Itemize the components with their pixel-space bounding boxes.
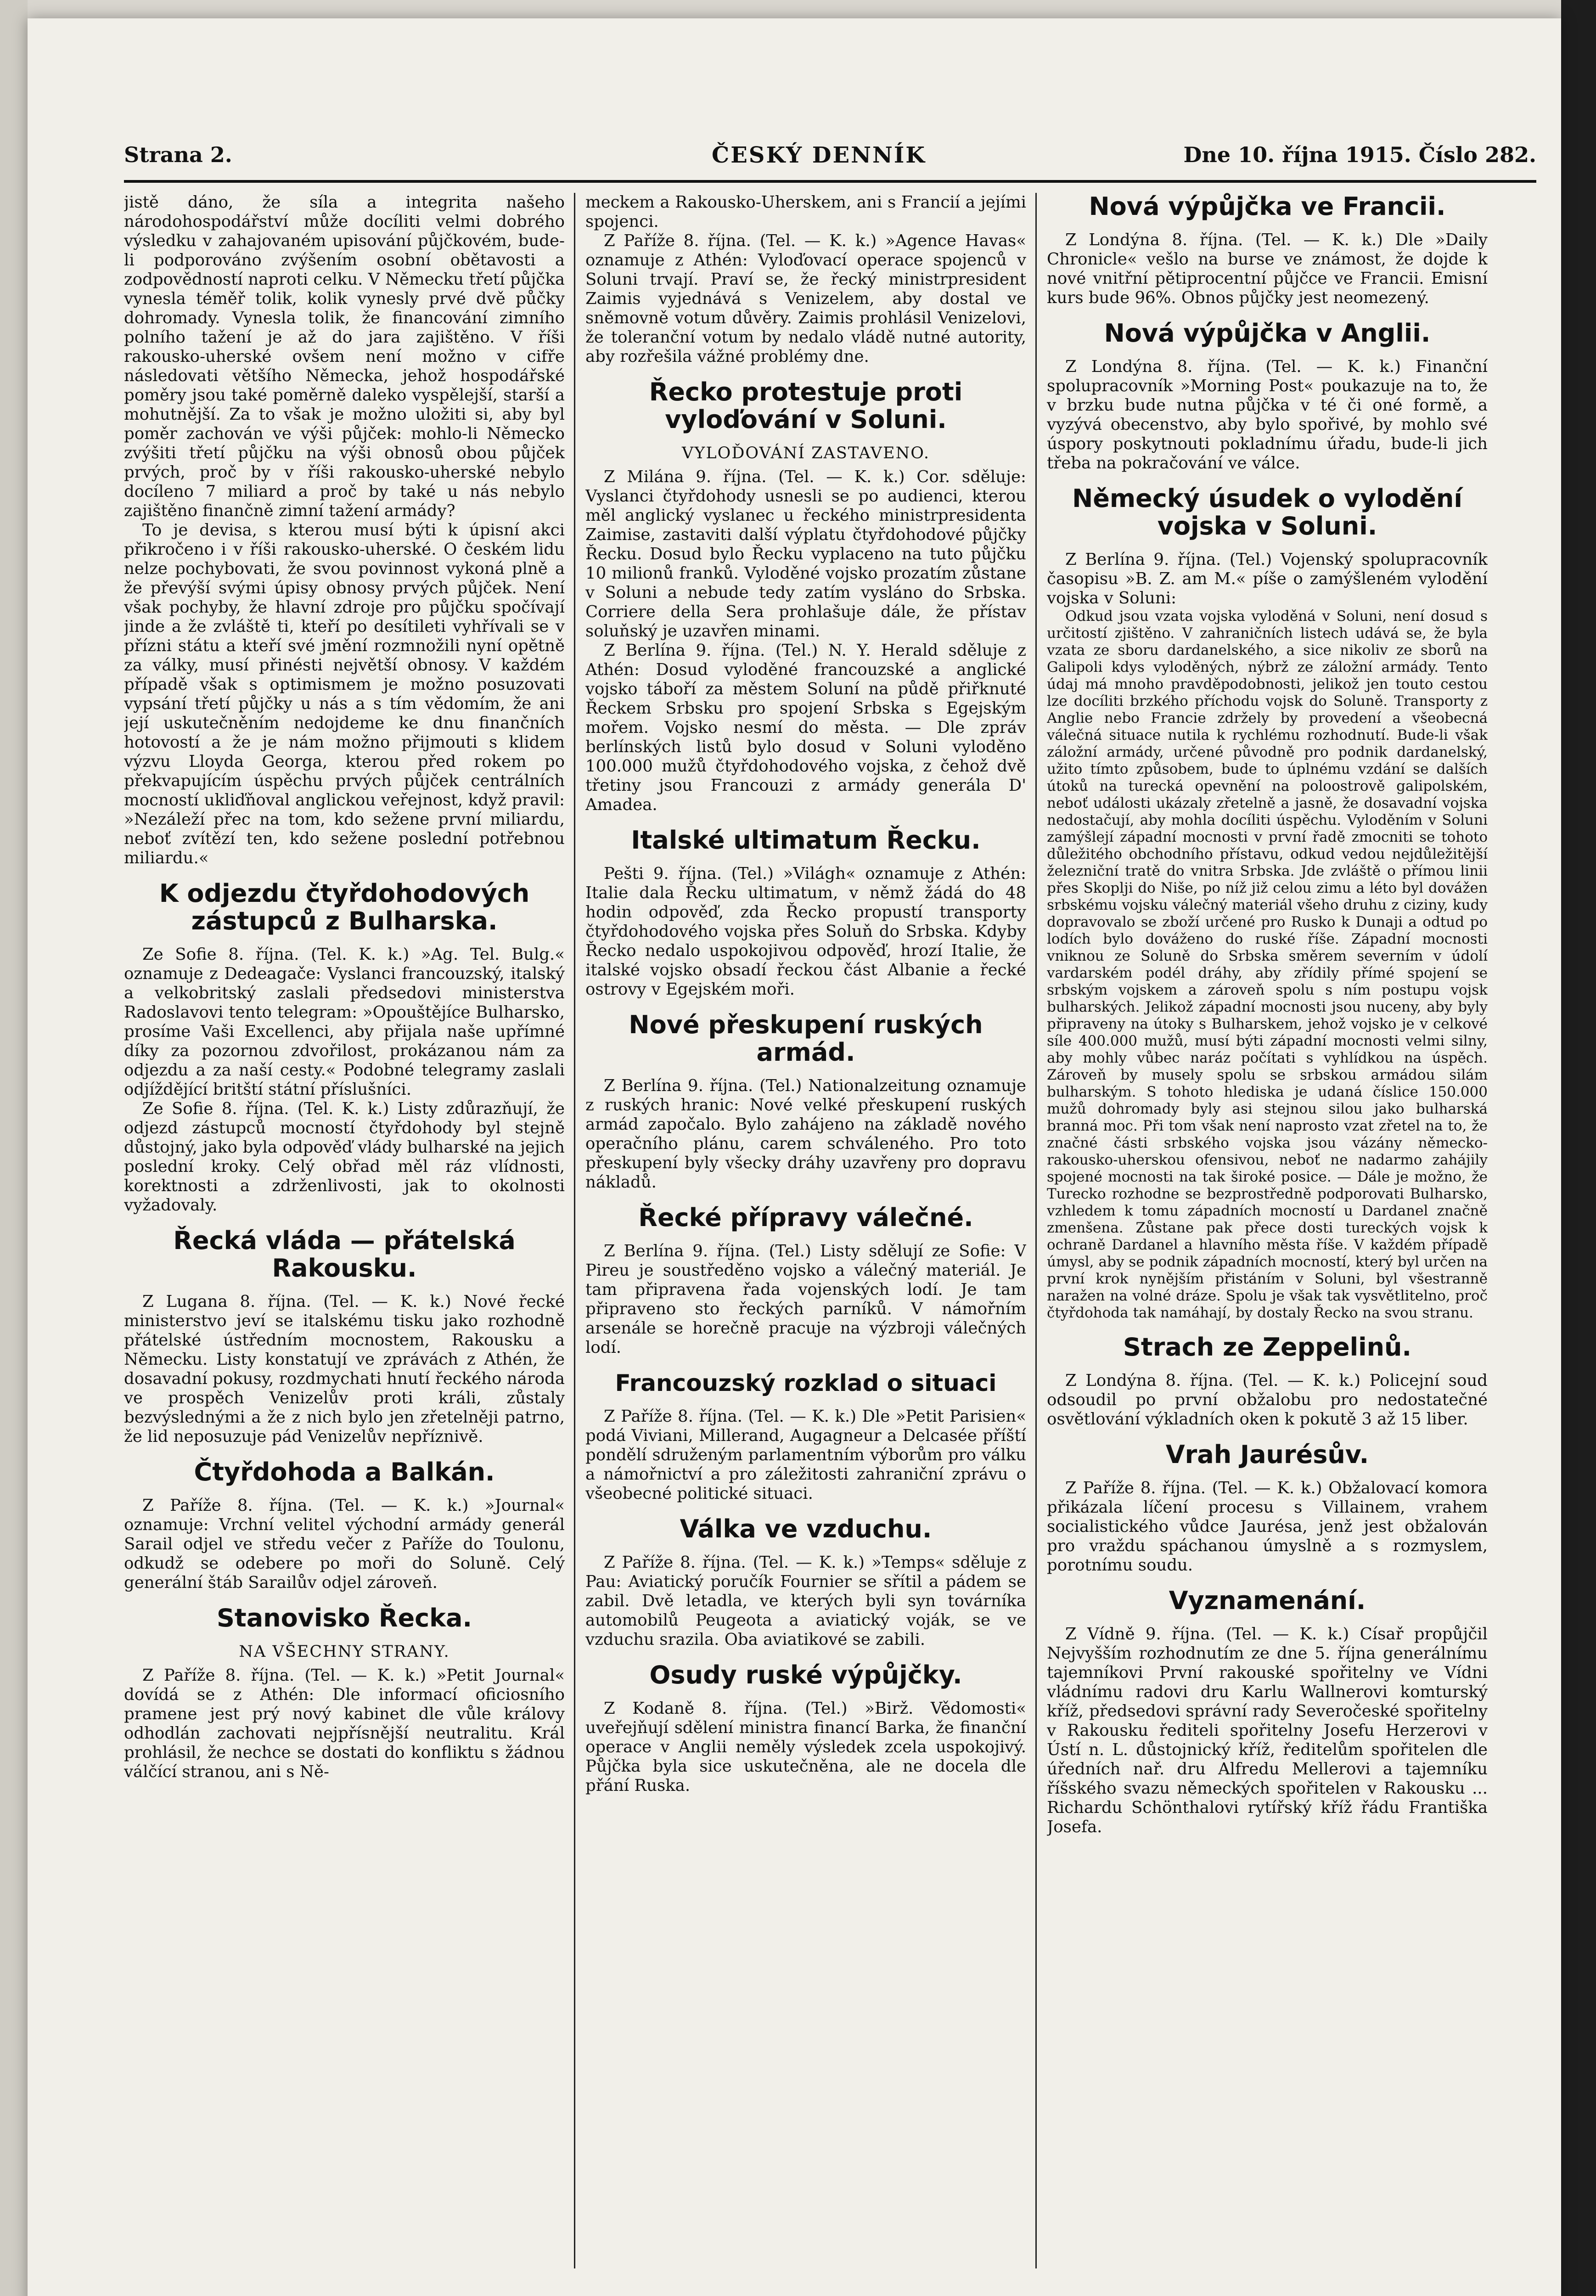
headline: Stanovisko Řecka. xyxy=(217,1604,472,1632)
newspaper-title: ČESKÝ DENNÍK xyxy=(712,142,926,168)
subheadline: VYLOĎOVÁNÍ ZASTAVENO. xyxy=(682,444,930,462)
subheadline: NA VŠECHNY STRANY. xyxy=(239,1643,450,1661)
issue-date: Dne 10. října 1915. Číslo 282. xyxy=(1183,142,1536,167)
column-divider xyxy=(574,193,575,2268)
header-rule xyxy=(124,180,1536,183)
headline: Válka ve vzduchu. xyxy=(680,1514,932,1543)
masthead xyxy=(124,138,1536,174)
headline: Vrah Jaurésův. xyxy=(1165,1440,1369,1469)
column-3 xyxy=(1047,193,1488,2287)
article-paragraph: Z Berlína 9. října. (Tel.) Vojenský spolupracovník časopisu »B. Z. am M.« píše o zamýšleném vylodění vojska v Soluni: xyxy=(1047,550,1488,608)
headline: Francouzský rozklad o situaci xyxy=(615,1370,997,1396)
article-paragraph: Z Berlína 9. října. (Tel.) N. Y. Herald sděluje z Athén: Dosud vyloděné francouzské a anglické vojsko táboří za městem Soluní na půdě přiřknuté Řeckem Srbsku pro spojení Srbska s Egejským mořem. Vojsko nesmí do města. — Dle zpráv berlínských listů bylo dosud v Soluni vyloděno 100.000 mužů čtyřdohodového vojska, z čehož dvě třetiny jsou Francouzi z armády generála D' Amadea. xyxy=(585,641,1026,814)
page-number: Strana 2. xyxy=(124,142,232,167)
headline: Italské ultimatum Řecku. xyxy=(631,826,981,855)
headline: Osudy ruské výpůjčky. xyxy=(649,1660,962,1689)
article-paragraph: Z Berlína 9. října. (Tel.) Nationalzeitung oznamuje z ruských hranic: Nové velké přeskupení ruských armád započalo. Bylo zahájeno na základě nového operačního plánu, carem schváleného. Pro toto přeskupení byly všecky dráhy uzavřeny pro dopravu nákladů. xyxy=(585,1076,1026,1192)
column-divider xyxy=(1035,193,1037,2268)
article-paragraph: Pešti 9. října. (Tel.) »Világh« oznamuje z Athén: Italie dala Řecku ultimatum, v němž žádá do 48 hodin odpověď, zda Řecko propustí transporty čtyřdohodového vojska přes Soluň do Srbska. Kdyby Řecko nedalo uspokojivou odpověď, hrozí Italie, že italské vojsko obsadí řeckou část Albanie a řecké ostrovy v Egejském moři. xyxy=(585,864,1026,999)
scan-right-margin xyxy=(1561,0,1596,2296)
article-paragraph: Z Londýna 8. října. (Tel. — K. k.) Dle »Daily Chronicle« vešlo na burse ve známost, že dojde k nové vnitřní pětiprocentní půjčce ve Francii. Emisní kurs bude 96%. Obnos půjčky jest neomezený. xyxy=(1047,231,1488,307)
article-paragraph: Z Paříže 8. října. (Tel. — K. k.) »Petit Journal« dovídá se z Athén: Dle informací oficiosního pramene jest prý nový kabinet dle vůle královy odhodlán zachovati nejpřísnější neutralitu. Král prohlásil, že nechce se dostati do konfliktu s žádnou válčící stranou, ani s Ně- xyxy=(124,1666,565,1781)
headline: Nová výpůjčka ve Francii. xyxy=(1089,193,1446,221)
article-paragraph: Z Paříže 8. října. (Tel. — K. k.) Dle »Petit Parisien« podá Viviani, Millerand, Augagneur a Delcasée příští pondělí sdruženým parlamentním výborům pro válku a námořnictví a pro záležitosti zahraniční zprávu o všeobecné politické situaci. xyxy=(585,1407,1026,1503)
article-paragraph: meckem a Rakousko-Uherskem, ani s Francií a jejími spojenci. xyxy=(585,193,1026,231)
headline: Vyznamenání. xyxy=(1169,1586,1366,1615)
article-paragraph: Ze Sofie 8. října. (Tel. K. k.) »Ag. Tel. Bulg.« oznamuje z Dedeagače: Vyslanci francouzský, italský a velkobritský zaslali předsedovi ministerstva Radoslavovi tento telegram: »Opouštějíce Bulharsko, prosíme Vaši Excellenci, aby přijala naše upřímné díky za pozornou zdvořilost, prokázanou nám za odjezdu a za naší cesty.« Podobné telegramy zaslali odjíždějící britští státní příslušníci. xyxy=(124,945,565,1099)
headline: Řecko protestuje proti vyloďování v Soluni. xyxy=(649,377,963,434)
article-paragraph: Z Paříže 8. října. (Tel. — K. k.) »Journal« oznamuje: Vrchní velitel východní armády generál Sarail odjel ve středu večer z Paříže do Toulonu, odkudž se odebere po moři do Soluně. Celý generální štáb Sarailův odjel zároveň. xyxy=(124,1496,565,1592)
article-paragraph: Z Berlína 9. října. (Tel.) Listy sdělují ze Sofie: V Pireu je soustředěno vojsko a válečný materiál. Je tam připravena řada vojenských lodí. Je tam připraveno sto řeckých parníků. V námořním arsenále se horečně pracuje na výzbroji válečných lodí. xyxy=(585,1242,1026,1357)
scan-left-margin xyxy=(0,0,28,2296)
article-paragraph: To je devisa, s kterou musí býti k úpisní akci přikročeno i v říši rakousko-uherské. O českém lidu nelze pochybovati, že svou povinnost vykoná plně a že převýší svými úpisy obnosy prvých půjček. Není však pochyby, že hlavní zdroje pro půjčku spočívají jinde a že zvláště ti, kteří po desítileti vyhřívali se v přízni státu a kteří své jmění rozmnožili nyní opětně za války, musí přinésti největší obnosy. V každém případě však s optimismem je možno posuzovati vypsání třetí půjčky u nás a s tím vědomím, že ani její uskutečněním nedojdeme ke dnu finančních hotovostí a že je nám možno přijmouti s klidem výzvu Lloyda Georga, kterou před rokem po překvapujícím úspěchu prvých půjček centrálních mocností ukliďňoval anglickou veřejnost, když pravil: »Nezáleží přec na tom, kdo sežene první miliardu, neboť zvítězí ten, kdo sežene poslední potřebnou miliardu.« xyxy=(124,521,565,867)
column-2 xyxy=(585,193,1026,2287)
article-paragraph: Z Londýna 8. října. (Tel. — K. k.) Finanční spolupracovník »Morning Post« poukazuje na to, že v brzku bude nutna půjčka v té či oné formě, a vyzývá obecenstvo, aby bylo spořivé, by mohlo své úspory poskytnouti pokladnímu úřadu, bude-li jich třeba na pokračování ve válce. xyxy=(1047,357,1488,473)
article-paragraph: Z Paříže 8. října. (Tel. — K. k.) »Temps« sděluje z Pau: Aviatický poručík Fournier se sřítil a pádem se zabil. Dvě letadla, ve kterých byli syn továrníka automobilů Peugeota a aviatický voják, se ve vzduchu srazila. Oba aviatikové se zabili. xyxy=(585,1553,1026,1649)
article-paragraph: Odkud jsou vzata vojska vyloděná v Soluni, není dosud s určitostí zjištěno. V zahraničních listech udává se, že byla vzata ze sboru dardanelského, a sice nikoliv ze sborů na Galipoli kdys vyloděných, nýbrž ze záložní armády. Tento údaj má mnoho pravděpodobnosti, jelikož jen touto cestou lze docíliti brzkého příchodu vojsk do Soluně. Transporty z Anglie nebo Francie zdržely by provedení a všeobecná válečná situace nutila k rychlému rozhodnutí. Bude-li však záložní armády, určené původně pro podnik dardanelský, užito tímto způsobem, bude to úplnému vzdání se dalších útoků na turecká opevnění na poloostrově galipolském, neboť události ukázaly zřetelně a jasně, že dosavadní vojska nedostačují, aby mohla docíliti úspěchu. Vyloděním v Soluni zamýšlejí západní mocnosti v první řadě zmocniti se tohoto důležitého obchodního přístavu, odkud vedou nejdůležitější železniční tratě do vnitra Srbska. Jde zvláště o přímou linii přes Skoplji do Niše, po níž již celou zimu a léto byl dovážen srbskému vojsku válečný materiál všeho druhu z ciziny, kudy dopravovalo se zboží určené pro Rusko k Dunaji a odtud po lodích bylo dováženo do ruské říše. Západní mocnosti vniknou ze Soluně do Srbska směrem severním v údolí vardarském podél dráhy, aby zřídily přímé spojení se srbským vojskem a zároveň spolu s ním postupu vojsk bulharských. Jelikož západní mocnosti jsou nuceny, aby byly připraveny na útoky s Bulharskem, jehož vojsko je v celkové síle 400.000 mužů, musí býti západní mocnosti velmi silny, aby mohly vůbec naráz počítati s vyhlídkou na úspěch. Zároveň by musely spolu se srbskou armádou silám bulharským. S tohoto hlediska je udaná číslice 150.000 mužů dohromady byly asi stejnou silou jako bulharská branná moc. Při tom však není naprosto vzat zřetel na to, že značné části srbského vojska jsou vázány německo-rakousko-uherskou ofensivou, neboť ne nadarmo zahájily spojené mocnosti na tak široké posice. — Dále je možno, že Turecko rozhodne se bezprostředně podporovati Bulharsko, vzhledem k tomu západních mocností u Dardanel značně zmenšena. Zůstane pak přece dosti tureckých vojsk k ochraně Dardanel a hlavního města říše. V každém případě úmysl, aby se podnik západních mocností, který byl určen na první krok nynějším přistáním v Soluni, byl všestranně naražen na volné dráze. Spolu je však tak vysvětlitelno, proč čtyřdohoda tak namáhají, by dostaly Řecko na svou stranu. xyxy=(1047,608,1488,1321)
article-paragraph: Z Paříže 8. října. (Tel. — K. k.) »Agence Havas« oznamuje z Athén: Vyloďovací operace spojenců v Soluni trvají. Praví se, že řecký ministrpresident Zaimis vyjednává s Venizelem, aby dostal ve sněmovně votum důvěry. Zaimis prohlásil Venizelovi, že toleranční votum by nedalo vládě nutné autority, aby rozřešila vážné problémy dne. xyxy=(585,231,1026,366)
article-paragraph: Z Londýna 8. října. (Tel. — K. k.) Policejní soud odsoudil po první obžalobu pro nedostatečné osvětlování výkladních oken k pokutě 3 až 15 liber. xyxy=(1047,1371,1488,1429)
article-paragraph: jistě dáno, že síla a integrita našeho národohospodářství může docíliti velmi dobrého výsledku v zahajovaném upisování půjčkovém, bude-li podporováno zvýšením osobní obětavosti a zodpovědností naproti celku. V Německu třetí půjčka vynesla téměř tolik, kolik vynesly prvé dvě půčky dohromady. Vynesla tolik, že financování zimního polního tažení je až do jara zajištěno. V říši rakousko-uherské ovšem není možno v cifře následovati většího Německa, jehož hospodářské poměry jsou také poměrně daleko vyspělejší, starší a mohutnější. Za to však je možno uložiti si, aby byl poměr zachován ve výši půjček: mohlo-li Německo zvýšiti třetí půjčku na výši obnosů obou půjček prvých, proč by v říši rakousko-uherské nebylo docíleno 7 miliard a proč by také u nás nebylo zajištěno finančně zimní tažení armády? xyxy=(124,193,565,520)
headline: Strach ze Zeppelinů. xyxy=(1123,1333,1411,1362)
headline: K odjezdu čtyřdohodových zástupců z Bulharska. xyxy=(159,879,530,935)
headline: Řecká vláda — přátelská Rakousku. xyxy=(173,1226,516,1283)
headline: Řecké přípravy válečné. xyxy=(638,1203,973,1232)
article-paragraph: Z Kodaně 8. října. (Tel.) »Birž. Vědomosti« uveřejňují sdělení ministra financí Barka, že finanční operace v Anglii neměly výsledek zcela uspokojivý. Půjčka byla sice uskutečněna, ale ne docela dle přání Ruska. xyxy=(585,1699,1026,1795)
article-paragraph: Z Lugana 8. října. (Tel. — K. k.) Nové řecké ministerstvo jeví se italskému tisku jako rozhodně přátelské ústředním mocnostem, Rakousku a Německu. Listy konstatují ve zprávách z Athén, že dosavadní pokusy, rozdmychati hnutí řeckého národa ve prospěch Venizelův proti králi, zůstaly bezvýslednými a že z nich bylo jen zřetelněji patrno, že lid neposuzuje pád Venizelův nepříznivě. xyxy=(124,1292,565,1446)
headline: Čtyřdohoda a Balkán. xyxy=(194,1458,495,1486)
article-paragraph: Z Vídně 9. října. (Tel. — K. k.) Císař propůjčil Nejvyšším rozhodnutím ze dne 5. října generálnímu tajemníkovi První rakouské spořitelny ve Vídni vládnímu radovi dru Karlu Wallnerovi komturský kříž, předsedovi správní rady Severočeské spořitelny v Rakousku řediteli spořitelny Josefu Herzerovi v Ústí n. L. důstojnický kříž, ředitelům spořitelen dle úředních nař. dru Alfredu Mellerovi a tajemníku říšského svazu německých spořitelen v Rakousku ... Richardu Schönthalovi rytířský kříž řádu Františka Josefa. xyxy=(1047,1625,1488,1836)
article-paragraph: Ze Sofie 8. října. (Tel. K. k.) Listy zdůrazňují, že odjezd zástupců mocností čtyřdohody byl stejně důstojný, jako byla odpověď vlády bulharské na jejich poslední kroky. Celý obřad měl ráz vlídnosti, korektnosti a zdrženlivosti, jak to okolnosti vyžadovaly. xyxy=(124,1099,565,1215)
headline: Německý úsudek o vylodění vojska v Soluni. xyxy=(1072,484,1462,540)
article-paragraph: Z Paříže 8. října. (Tel. — K. k.) Obžalovací komora přikázala líčení procesu s Villainem, vrahem socialistického vůdce Jaurésa, jenž jest obžalován pro vraždu spáchanou úmyslně a s rozmyslem, porotnímu soudu. xyxy=(1047,1479,1488,1575)
article-paragraph: Z Milána 9. října. (Tel. — K. k.) Cor. sděluje: Vyslanci čtyřdohody usnesli se po audienci, kterou měl anglický vyslanec u řeckého ministrpresidenta Zaimise, zastaviti další výplatu čtyřdohodové půjčky Řecku. Dosud bylo Řecku vyplaceno na tuto půjčku 10 milionů franků. Vyloděné vojsko prozatím zůstane v Soluni a nebude tedy zatím vysláno do Srbska. Corriere della Sera prohlašuje dále, že přístav soluňský je uzavřen minami. xyxy=(585,467,1026,641)
column-1 xyxy=(124,193,565,2287)
headline: Nové přeskupení ruských armád. xyxy=(629,1010,983,1067)
headline: Nová výpůjčka v Anglii. xyxy=(1104,319,1431,348)
